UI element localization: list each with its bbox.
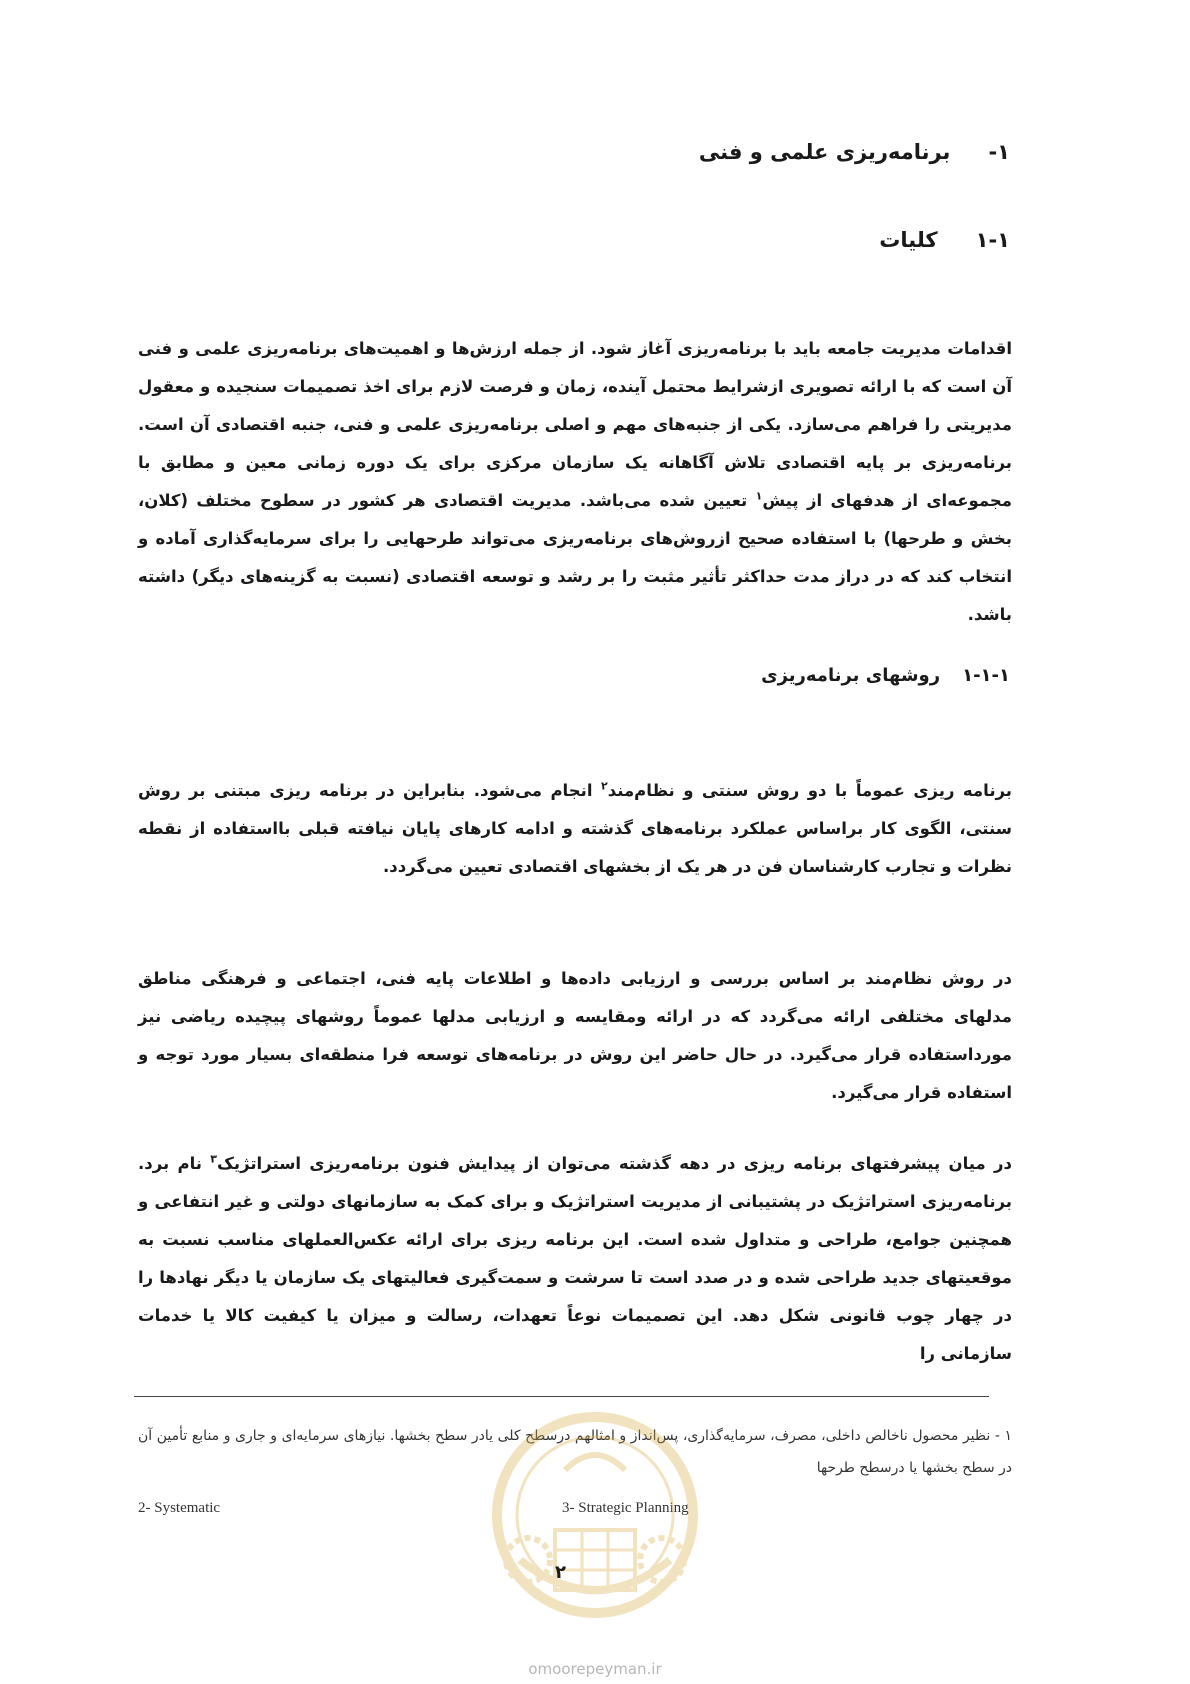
paragraph-text: برنامه ریزی عموماً با دو روش سنتی و نظام‌مند <box>607 781 1012 800</box>
paragraph-methods <box>138 772 1012 886</box>
paragraph-text: انجام می‌شود. بنابراین در برنامه ریزی مبتنی بر روش سنتی، الگوی کار براساس عملکرد برنامه‌های گذشته و ادامه کارهای پایان نیافته قبلی بااستفاده از نقطه نظرات و تجارب کارشناسان فن در هر یک از بخشهای اقتصادی تعیین می‌گردد. <box>138 781 1012 876</box>
watermark-logo-icon <box>480 1410 710 1660</box>
watermark-text: omoorepeyman.ir <box>528 1660 662 1678</box>
footnote-divider <box>134 1396 989 1397</box>
section-number: ۱-۱-۱ <box>962 665 1010 686</box>
footnote-ref: ۳ <box>210 1152 217 1166</box>
page-number: ۲ <box>555 1562 566 1583</box>
paragraph-strategic <box>138 1145 1012 1373</box>
paragraph-text: اقدامات مدیریت جامعه باید با برنامه‌ریزی آغاز شود. از جمله ارزش‌ها و اهمیت‌های برنامه‌ریزی علمی و فنی آن است که با ارائه تصویری ازشرایط محتمل آینده، زمان و فرصت لازم برای اخذ تصمیمات سنجیده و معقول مدیریتی را فراهم می‌سازد. یکی از جنبه‌های مهم و اصلی برنامه‌ریزی علمی و فنی، جنبه اقتصادی آن است. برنامه‌ریزی بر پایه اقتصادی تلاش آگاهانه یک سازمان مرکزی برای یک دوره زمانی معین و مطابق با مجموعه‌ای از هدفهای از پیش <box>138 339 1012 510</box>
footnote-3: 3- Strategic Planning <box>562 1500 689 1516</box>
section-number: ۱-۱ <box>975 228 1010 252</box>
paragraph-text: نام برد. برنامه‌ریزی استراتژیک در پشتیبانی از مدیریت استراتژیک و برای کمک به سازمانهای دولتی و غیر انتفاعی و همچنین جوامع، طراحی و متداول شده است. این برنامه ریزی برای ارائه عکس‌العملهای مناسب نسبت به موقعیتهای جدید طراحی شده و در صدد است تا سرشت و سمت‌گیری فعالیتهای یک سازمان یا دیگر نهادها را در چهار چوب قانونی شکل دهد. این تصمیمات نوعاً تعهدات، رسالت و میزان یا کیفیت کالا یا خدمات سازمانی را <box>138 1154 1012 1363</box>
paragraph-systematic <box>138 960 1012 1112</box>
section-title: برنامه‌ریزی علمی و فنی <box>698 140 951 164</box>
footnote-ref: ۲ <box>600 779 608 793</box>
footnote-ref: ۱ <box>755 489 763 503</box>
footnote-1: ۱ - نظیر محصول ناخالص داخلی، مصرف، سرمایه‌گذاری، پس‌انداز و امثالهم درسطح کلی یادر سطح بخشها. نیازهای سرمایه‌ای و جاری و منابع تأمین آن در سطح بخشها یا درسطح طرحها <box>138 1428 1012 1476</box>
section-title: روشهای برنامه‌ریزی <box>761 665 941 686</box>
paragraph-text: در روش نظام‌مند بر اساس بررسی و ارزیابی داده‌ها و اطلاعات پایه فنی، اجتماعی و فرهنگی مناطق مدلهای مختلفی ارائه می‌گردد که در ارائه ومقایسه و ارزیابی مدلها عموماً روشهای پیچیده ریاضی نیز مورداستفاده قرار می‌گیرد. در حال حاضر این روش در برنامه‌های توسعه فرا منطقه‌ای بسیار مورد توجه و استفاده قرار می‌گیرد. <box>138 969 1012 1102</box>
paragraph-text: در میان پیشرفتهای برنامه ریزی در دهه گذشته می‌توان از پیدایش فنون برنامه‌ریزی استراتژیک <box>216 1154 1012 1173</box>
footnote-2: 2- Systematic <box>138 1500 221 1516</box>
section-heading-1-1 <box>879 228 1010 252</box>
section-heading-1 <box>699 140 1010 164</box>
section-heading-1-1-1 <box>761 665 1010 686</box>
section-number: ۱- <box>988 140 1010 164</box>
paragraph-intro <box>138 330 1012 634</box>
paragraph-text: تعیین شده می‌باشد. مدیریت اقتصادی هر کشور در سطوح مختلف (کلان، بخش و طرحها) با استفاده صحیح ازروش‌های برنامه‌ریزی می‌تواند طرحهایی را برای سرمایه‌گذاری آماده و انتخاب کند که در دراز مدت حداکثر تأثیر مثبت را بر رشد و توسعه اقتصادی (نسبت به گزینه‌های دیگر) داشته باشد. <box>138 491 1012 624</box>
section-title: کلیات <box>879 228 938 252</box>
